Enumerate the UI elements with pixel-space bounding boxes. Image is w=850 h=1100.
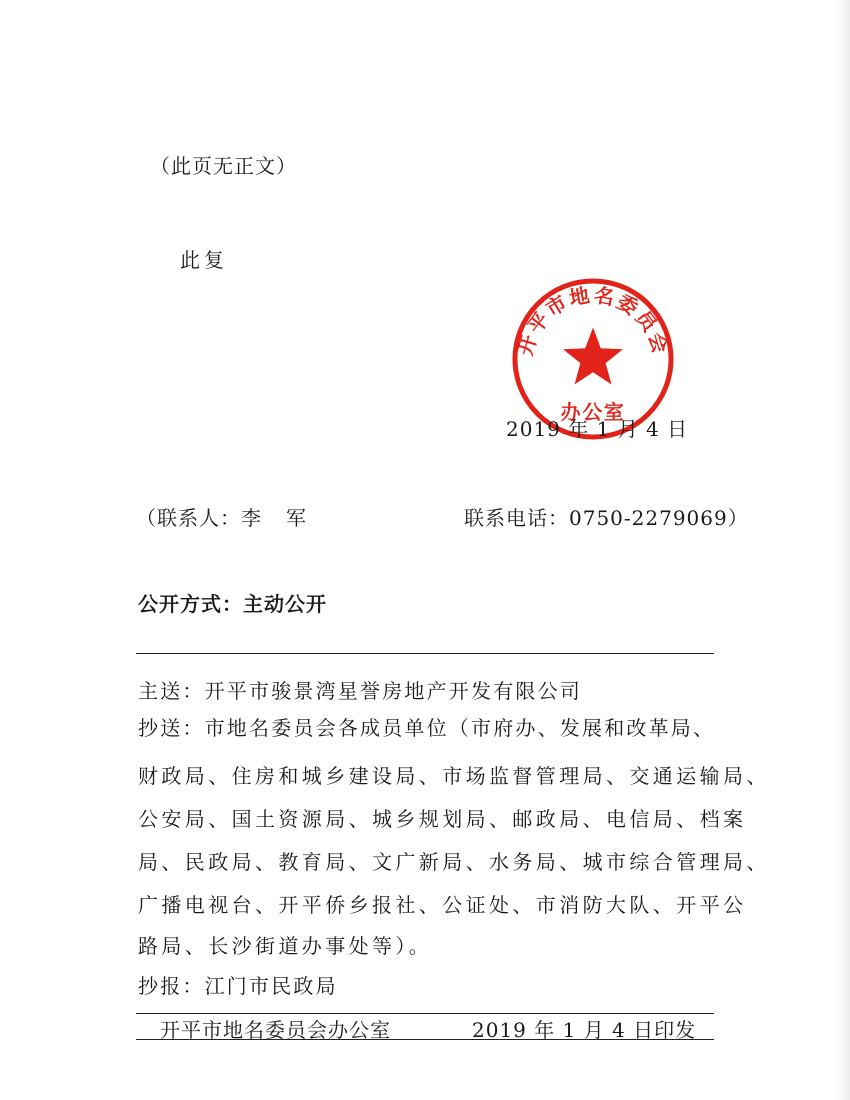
seal-bottom-text: 办公室 [560, 400, 626, 424]
divider-top [136, 653, 714, 654]
cc-line: 广播电视台、开平侨乡报社、公证处、市消防大队、开平公 [138, 893, 747, 917]
seal-top-text: 开平市地名委员会 [513, 283, 673, 359]
main-send-line: 主送：开平市骏景湾星誉房地产开发有限公司 [138, 679, 582, 703]
cc-line: 局、民政局、教育局、文广新局、水务局、城市综合管理局、 [138, 850, 770, 874]
cc-line: 公安局、国土资源局、城乡规划局、邮政局、电信局、档案 [138, 807, 747, 831]
cc-line: 路局、长沙街道办事处等）。 [138, 934, 433, 958]
reply-phrase: 此复 [180, 248, 228, 272]
cc-line: 财政局、住房和城乡建设局、市场监督管理局、交通运输局、 [138, 764, 770, 788]
issuer-name: 开平市地名委员会办公室 [160, 1018, 391, 1042]
contact-phone: 联系电话：0750-2279069） [464, 506, 749, 530]
issue-date: 2019 年 1 月 4 日印发 [472, 1018, 697, 1042]
contact-name-end: 军 [286, 506, 307, 530]
disclosure-method: 公开方式：主动公开 [138, 592, 327, 616]
cc-line: 抄送：市地名委员会各成员单位（市府办、发展和改革局、 [138, 716, 716, 740]
divider-bottom [136, 1039, 714, 1040]
document-date: 2019 年 1 月 4 日 [506, 417, 689, 441]
contact-label: （联系人：李 [136, 506, 262, 530]
report-to-line: 抄报：江门市民政局 [138, 974, 338, 998]
contact-person [136, 502, 307, 531]
no-body-note: （此页无正文） [150, 154, 297, 178]
page-edge-shadow [836, 0, 850, 1100]
